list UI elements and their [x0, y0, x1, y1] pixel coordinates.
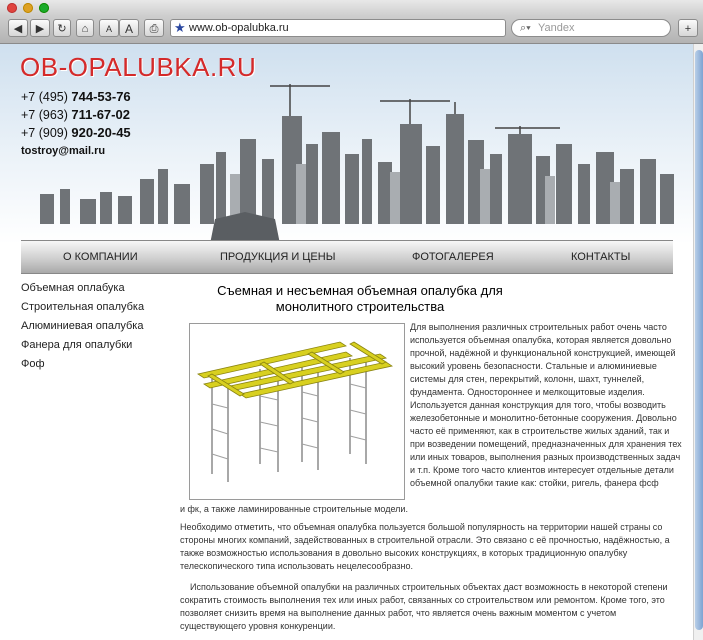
- article-intro-tail: и фк, а также ламинированные строительные модели.: [180, 504, 408, 514]
- phone-list: [21, 88, 131, 142]
- main-nav: [21, 240, 673, 274]
- sidebar-menu: [21, 279, 144, 374]
- nav-products[interactable]: ПРОДУКЦИЯ И ЦЕНЫ: [220, 251, 336, 263]
- forward-button[interactable]: ▶: [30, 19, 50, 37]
- home-button[interactable]: [76, 19, 94, 37]
- printer-icon: ⎙: [149, 23, 159, 35]
- nav-about[interactable]: О КОМПАНИИ: [63, 251, 138, 263]
- reload-icon: ↻: [57, 23, 67, 35]
- zoom-window-button[interactable]: [39, 3, 49, 13]
- sidebar-item[interactable]: Строительная опалубка: [21, 301, 145, 313]
- phone-line: [21, 106, 131, 124]
- sidebar-item[interactable]: Фоф: [21, 358, 45, 370]
- address-bar[interactable]: [170, 19, 506, 37]
- print-button[interactable]: [144, 19, 164, 37]
- phone-code: +7 (495): [21, 90, 68, 104]
- add-bookmark-button[interactable]: +: [678, 19, 698, 37]
- search-icon: ⌕▾: [520, 22, 531, 34]
- phone-number: 920-20-45: [71, 125, 131, 140]
- article-paragraph-3: Использование объемной опалубки на различных строительных объектах даст возможность в некоторой степени сократить стоимость выполнения тех или иных работ, связанных со строительством или ремонтом. Кроме того, это позволяет снизить время на выполнение данных работ, что является очень важным моментом с учетом существующего уровня конкуренции.: [180, 582, 668, 631]
- sidebar-item[interactable]: Объемная оплабука: [21, 282, 125, 294]
- nav-contacts[interactable]: КОНТАКТЫ: [571, 251, 631, 263]
- search-field[interactable]: [511, 19, 671, 37]
- article-intro: Для выполнения различных строительных работ очень часто используется объемная опалубка, которая является довольно прочной, надёжной и функциональной конструкцией, имеющей высокий уровень безопасности. Стальные и алюминиевые системы для стен, перекрытий, колонн, шахт, туннелей, фундамента. Одностороннее и мелкощитовые изделия. Используется данная конструкция для того, чтобы возводить железобетонные и монолитно-бетонные сооружения. Довольно часто её применяют, как в строительстве жилых зданий, так и при возведении помещений, предназначенных для хранения тех или иных товаров, выполнения разных производственных задач и т.п. Кроме того часто клиентов интересует отдельные детали объемной опалубки такие как: стойки, ригель, фанера фсф: [410, 322, 682, 488]
- address-text: www.ob-opalubka.ru: [189, 22, 289, 34]
- phone-code: +7 (909): [21, 126, 68, 140]
- bookmark-star-icon[interactable]: ★: [174, 20, 186, 35]
- back-button[interactable]: ◀: [8, 19, 28, 37]
- article-paragraph-2: Необходимо отметить, что объемная опалубка пользуется большой популярность на территории нашей страны со стороны многих компаний, задействованных в строительной отрасли. Это связано с её прочностью, надёжностью, а также возможностью использования в довольно высоких конструкциях, в которых традиционную опалубку телескопического типа использовать нецелесообразно.: [180, 522, 670, 571]
- reload-button[interactable]: [53, 19, 71, 37]
- sidebar-item[interactable]: Фанера для опалубки: [21, 339, 133, 351]
- formwork-illustration: [190, 324, 404, 499]
- sidebar-item[interactable]: Алюминиевая опалубка: [21, 320, 144, 332]
- site-header: [0, 44, 693, 244]
- browser-toolbar: [0, 15, 703, 44]
- site-logo[interactable]: OB-OPALUBKA.RU: [20, 52, 257, 82]
- nav-gallery[interactable]: ФОТОГАЛЕРЕЯ: [412, 251, 494, 263]
- phone-line: [21, 88, 131, 106]
- close-window-button[interactable]: [7, 3, 17, 13]
- phone-code: +7 (963): [21, 108, 68, 122]
- phone-line: [21, 124, 131, 142]
- scrollbar-thumb[interactable]: [695, 50, 703, 630]
- text-smaller-button[interactable]: A: [99, 19, 119, 37]
- window-titlebar: [0, 0, 703, 15]
- text-bigger-button[interactable]: A: [119, 19, 139, 37]
- article-title: Съемная и несъемная объемная опалубка для монолитного строительства: [217, 283, 503, 314]
- vertical-scrollbar[interactable]: [693, 44, 703, 640]
- phone-number: 744-53-76: [71, 89, 131, 104]
- formwork-image: [189, 323, 405, 500]
- contact-email[interactable]: tostroy@mail.ru: [21, 145, 106, 157]
- home-icon: ⌂: [81, 23, 89, 35]
- phone-number: 711-67-02: [71, 107, 130, 122]
- minimize-window-button[interactable]: [23, 3, 33, 13]
- search-placeholder: Yandex: [538, 22, 575, 34]
